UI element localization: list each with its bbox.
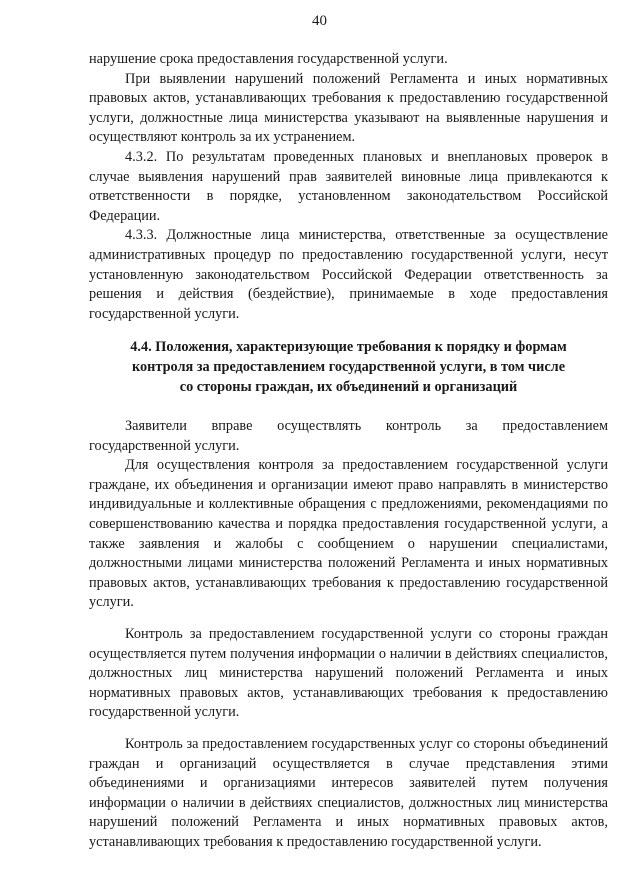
page-number: 40: [312, 13, 327, 29]
paragraph-violations-detection: При выявлении нарушений положений Регламента и иных нормативных правовых актов, устанавливающих требования к предоставлению государственной услуги, должностные лица министерства указывают на выявленные нарушения и осуществляют контроль за их устранением.: [89, 70, 608, 146]
paragraph-continuation: нарушение срока предоставления государственной услуги.: [89, 51, 448, 67]
paragraph-citizens-control: Контроль за предоставлением государственной услуги со стороны граждан осуществляется путем получения информации о наличии в действиях специалистов, должностных лиц министерства нарушений положений Регламента и иных нормативных правовых актов, устанавливающих требования к предоставлению государственной услуги.: [89, 626, 608, 721]
paragraph-organizations-control: Контроль за предоставлением государственных услуг со стороны объединений граждан и организаций осуществляется в случае представления этими объединениями и организациями интересов заявителей путем получения информации о наличии в действиях специалистов, должностных лиц министерства нарушений положений Регламента и иных нормативных правовых актов, устанавливающих требования к предоставлению государственной услуги.: [89, 736, 608, 850]
section-heading-4-4: 4.4. Положения, характеризующие требования к порядку и формам контроля за предоставлением государственной услуги, в том числе со стороны граждан, их объединений и организаций: [130, 339, 567, 395]
paragraph-4-3-3: 4.3.3. Должностные лица министерства, ответственные за осуществление административных процедур по предоставлению государственной услуги, несут установленную законодательством Российской Федерации ответственность за решения и действия (бездействие), принимаемые в ходе предоставления государственной услуги.: [89, 227, 608, 322]
paragraph-applicants-rights: Заявители вправе осуществлять контроль за предоставлением государственной услуги.: [89, 418, 608, 454]
paragraph-4-3-2: 4.3.2. По результатам проведенных плановых и внеплановых проверок в случае выявления нарушений прав заявителей виновные лица привлекаются к ответственности в порядке, установленном законодательством Российской Федерации.: [89, 148, 608, 224]
paragraph-citizens-appeals: Для осуществления контроля за предоставлением государственной услуги граждане, их объединения и организации имеют право направлять в министерство индивидуальные и коллективные обращения с предложениями, рекомендациями по совершенствованию качества и порядка предоставления государственной услуги, а также заявления и жалобы с сообщением о нарушении специалистами, должностными лицами министерства положений Регламента и иных нормативных правовых актов, устанавливающих требования к предоставлению государственной услуги.: [89, 457, 608, 611]
document-body: [89, 50, 608, 853]
